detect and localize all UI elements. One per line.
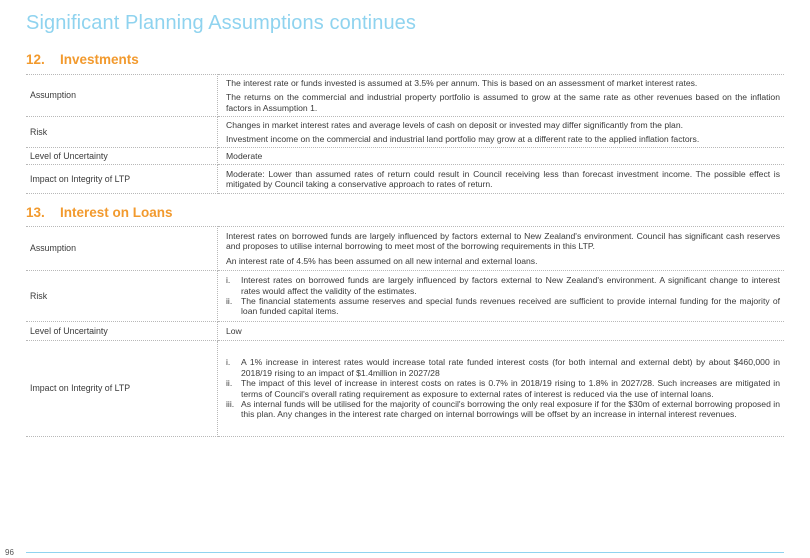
paragraph: The interest rate or funds invested is assumed at 3.5% per annum. This is based on an assessment of market interest rates. — [226, 77, 698, 88]
row-label: Risk — [26, 271, 218, 322]
list-item — [226, 399, 780, 420]
paragraph: An interest rate of 4.5% has been assumed on all new internal and external loans. — [226, 255, 538, 266]
row-value: Moderate — [218, 148, 785, 165]
row-label: Level of Uncertainty — [26, 322, 218, 341]
table-row-assumption — [26, 227, 784, 271]
row-label: Level of Uncertainty — [26, 148, 218, 165]
paragraph: The returns on the commercial and industrial property portfolio is assumed to grow at the same rate as other revenues based on the inflation factors in Assumption 1. — [226, 92, 780, 113]
interest-on-loans-table — [26, 226, 784, 437]
list-text: Interest rates on borrowed funds are largely influenced by factors external to New Zealand's environment. A significant change to interest rates would affect the validity of the estimates. — [241, 275, 780, 296]
page-title: Significant Planning Assumptions continues — [26, 12, 416, 34]
row-value — [218, 227, 785, 271]
list-item — [226, 378, 780, 399]
row-value: Low — [218, 322, 785, 341]
section-heading-interest-on-loans — [26, 205, 173, 220]
list-marker: ii. — [226, 296, 233, 306]
row-label: Assumption — [26, 75, 218, 117]
table-row-impact — [26, 341, 784, 437]
list-marker: iii. — [226, 398, 235, 409]
row-value: Moderate: Lower than assumed rates of return could result in Council receiving less than forecast investment income. The possible effect is mitigated by Council taking a conservative approach to rates of return. — [218, 165, 785, 194]
row-value — [218, 75, 785, 117]
list-text: As internal funds will be utilised for the majority of council's borrowing the only real exposure if for the $30m of external borrowing proposed in this plan. Any changes in the interest rate charged on internal borrowings will be offset by an increase in internal interest revenues. — [241, 398, 780, 420]
list-item — [226, 357, 780, 378]
paragraph: Changes in market interest rates and average levels of cash on deposit or invested may differ significantly from the plan. — [226, 119, 683, 130]
row-label: Risk — [26, 117, 218, 148]
section-number: 13. — [26, 205, 45, 220]
table-row-impact — [26, 165, 784, 194]
section-number: 12. — [26, 52, 45, 67]
impact-list — [226, 357, 780, 419]
row-value — [218, 341, 785, 437]
list-item — [226, 296, 780, 317]
page-number: 96 — [5, 548, 14, 557]
footer-divider — [26, 552, 784, 553]
row-value — [218, 117, 785, 148]
section-title: Interest on Loans — [60, 205, 173, 220]
paragraph: Investment income on the commercial and industrial land portfolio may grow at a different rate to the applied inflation factors. — [226, 134, 700, 144]
list-item — [226, 275, 780, 296]
list-marker: i. — [226, 275, 231, 286]
list-marker: ii. — [226, 378, 233, 389]
table-row-assumption — [26, 75, 784, 117]
row-label: Impact on Integrity of LTP — [26, 165, 218, 194]
row-label: Impact on Integrity of LTP — [26, 341, 218, 437]
paragraph: Interest rates on borrowed funds are largely influenced by factors external to New Zealand's environment. Council has significant cash reserves and proposes to utilise internal borrowing to meet most of the borrowing requirements in this LTP. — [226, 230, 780, 252]
list-text: A 1% increase in interest rates would increase total rate funded interest costs (for both internal and external debt) by about $460,000 in 2018/19 rising to an impact of $1.4million in 2027/28 — [241, 357, 780, 378]
list-marker: i. — [226, 357, 231, 368]
section-title: Investments — [60, 52, 139, 67]
table-row-risk — [26, 117, 784, 148]
list-text: The impact of this level of increase in interest costs on rates is 0.7% in 2018/19 rising to 1.8% in 2027/28. Such increases are mitigated in terms of Council's overall rating requirement as exposure to external rates of interest is reduced via the use of internal loans. — [241, 378, 780, 399]
list-text: The financial statements assume reserves and special funds revenues received are sufficient to provide internal funding for the majority of loan funded capital items. — [241, 296, 780, 317]
section-heading-investments — [26, 52, 139, 67]
table-row-uncertainty — [26, 148, 784, 165]
risk-list — [226, 275, 780, 317]
table-row-uncertainty — [26, 322, 784, 341]
row-value — [218, 271, 785, 322]
investments-table — [26, 74, 784, 194]
row-label: Assumption — [26, 227, 218, 271]
table-row-risk — [26, 271, 784, 322]
